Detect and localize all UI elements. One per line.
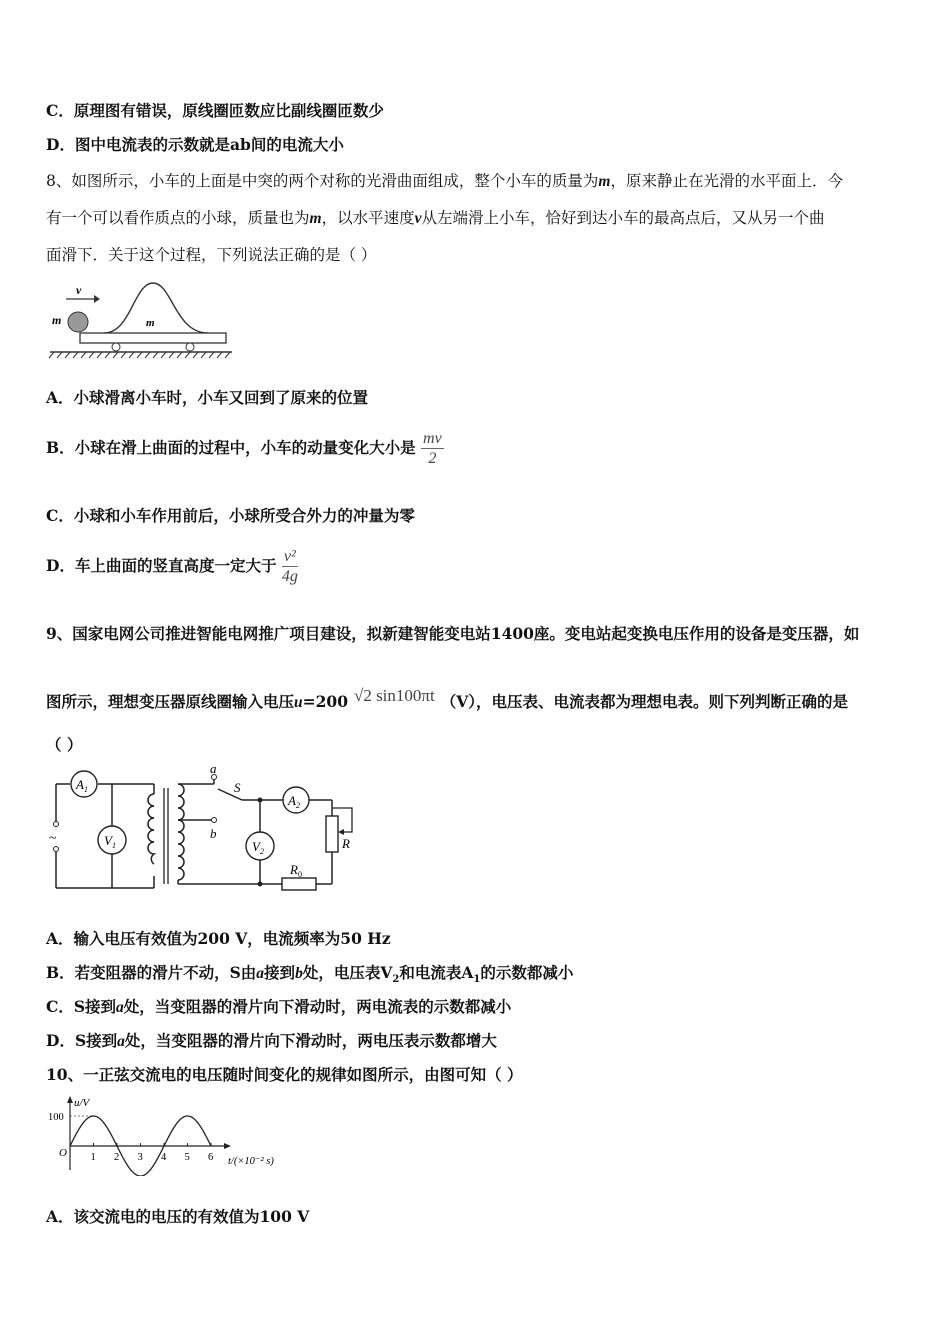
slider-arrow-icon bbox=[338, 829, 344, 835]
x-tick-label: 1 bbox=[90, 1152, 96, 1163]
ground-hatching bbox=[49, 352, 230, 358]
q7-option-d: D．图中电流表的示数就是ab间的电流大小 bbox=[46, 135, 344, 154]
fraction-denominator: 2 bbox=[428, 449, 437, 467]
fraction-denominator: 4g bbox=[281, 567, 298, 585]
q8-stem-text: 8、如图所示，小车的上面是中突的两个对称的光滑曲面组成，整个小车的质量为 bbox=[46, 172, 599, 190]
q9-option-c bbox=[46, 997, 511, 1018]
q9-option-b-text: B．若变阻器的滑片不动，S由 bbox=[46, 963, 257, 982]
q9-stem-line2 bbox=[46, 678, 848, 721]
q9-stem-text: =200 bbox=[302, 692, 348, 711]
arrow-head-icon bbox=[94, 295, 100, 303]
q9-option-b-text: 接到 bbox=[264, 963, 296, 982]
velocity-label: v bbox=[76, 283, 82, 297]
q9-stem-text: 图所示，理想变压器原线圈输入电压 bbox=[46, 692, 295, 711]
fraction bbox=[421, 430, 444, 469]
ac-terminal bbox=[54, 822, 59, 827]
terminal-b-ref: b bbox=[295, 965, 303, 982]
q8-stem-line2 bbox=[46, 208, 825, 229]
ac-terminal bbox=[54, 847, 59, 852]
q8-option-b-text: B．小球在滑上曲面的过程中，小车的动量变化大小是 bbox=[46, 438, 416, 457]
ac-source-icon: ~ bbox=[49, 831, 57, 846]
terminal-a-ref: a bbox=[256, 965, 265, 982]
cart-wheel bbox=[112, 343, 120, 351]
q9-option-b-text: 和电流表A bbox=[399, 963, 474, 982]
q9-stem-line3: （ ） bbox=[46, 735, 83, 754]
q8-stem-line1 bbox=[46, 171, 843, 192]
q9-option-d-text: D．S接到 bbox=[46, 1031, 118, 1050]
resistor-r0 bbox=[282, 878, 316, 890]
q8-option-d-text: D．车上曲面的竖直高度一定大于 bbox=[46, 556, 277, 575]
terminal-a-ref: a bbox=[116, 999, 124, 1016]
secondary-circuit-wires bbox=[178, 778, 332, 884]
ball bbox=[68, 312, 88, 332]
q8-mass-symbol: m bbox=[309, 210, 322, 227]
ball-mass-label: m bbox=[52, 313, 62, 327]
q8-option-a: A．小球滑离小车时，小车又回到了原来的位置 bbox=[46, 388, 369, 407]
q9-option-b-text: 的示数都减小 bbox=[480, 963, 574, 982]
subscript: 1 bbox=[473, 974, 481, 986]
q8-mass-symbol: m bbox=[598, 173, 611, 190]
q9-option-b bbox=[46, 963, 573, 990]
fraction-numerator: v² bbox=[282, 548, 298, 567]
q8-option-c: C．小球和小车作用前后，小球所受合外力的冲量为零 bbox=[46, 506, 415, 525]
q7-option-c: C．原理图有错误，原线圈匝数应比副线圈匝数少 bbox=[46, 101, 384, 120]
x-tick-label: 4 bbox=[161, 1152, 167, 1163]
terminal-b-label: b bbox=[210, 826, 217, 841]
q8-option-b bbox=[46, 424, 444, 472]
x-tick-label: 5 bbox=[184, 1152, 190, 1163]
cart-curve bbox=[104, 283, 208, 333]
q8-stem-text: ，以水平速度 bbox=[321, 209, 415, 227]
subscript: 2 bbox=[392, 974, 400, 986]
fraction bbox=[282, 548, 298, 587]
q8-velocity-symbol: v bbox=[414, 210, 422, 227]
y-axis-label: u/V bbox=[74, 1097, 90, 1109]
q10-option-a: A．该交流电的电压的有效值为100 V bbox=[46, 1207, 310, 1226]
q9-option-c-text: C．S接到 bbox=[46, 997, 117, 1016]
x-tick-label: 2 bbox=[114, 1152, 120, 1163]
cart-mass-label: m bbox=[146, 317, 155, 329]
x-axis-arrow-icon bbox=[224, 1143, 231, 1149]
y-axis-arrow-icon bbox=[67, 1096, 73, 1103]
primary-coil bbox=[148, 794, 154, 864]
q9-stem-text: （V），电压表、电流表都为理想电表。则下列判断正确的是 bbox=[440, 692, 848, 711]
origin-label: O bbox=[59, 1147, 67, 1159]
q9-stem-line1: 9、国家电网公司推进智能电网推广项目建设，拟新建智能变电站1400座。变电站起变换电压作用的设备是变压器，如 bbox=[46, 624, 860, 643]
terminal-a-label: a bbox=[210, 764, 217, 776]
q9-option-d bbox=[46, 1031, 497, 1052]
q8-stem-text: 有一个可以看作质点的小球，质量也为 bbox=[46, 209, 310, 227]
x-axis-label: t/(×10⁻² s) bbox=[228, 1156, 274, 1167]
q8-stem-text: ，原来静止在光滑的水平面上．今 bbox=[610, 172, 843, 190]
secondary-coil bbox=[178, 784, 184, 880]
q9-option-b-text: 处，电压表V bbox=[302, 963, 393, 982]
x-tick-label: 3 bbox=[137, 1152, 143, 1163]
rheostat-r bbox=[326, 816, 338, 852]
q9-voltage-formula: √2 sin100πt bbox=[353, 686, 435, 705]
q10-stem: 10、一正弦交流电的电压随时间变化的规律如图所示，由图可知（ ） bbox=[46, 1065, 523, 1084]
rheostat-label: R bbox=[342, 836, 350, 851]
cart-wheel bbox=[186, 343, 194, 351]
ammeter-a1-label: $A_1$ bbox=[76, 777, 88, 794]
junction-node bbox=[258, 882, 263, 887]
q8-stem-text: 从左端滑上小车，恰好到达小车的最高点后，又从另一个曲 bbox=[421, 209, 825, 227]
y-tick-label: 100 bbox=[48, 1112, 64, 1123]
voltmeter-v1-label: $V_1$ bbox=[104, 833, 116, 850]
voltmeter-v2-label: $V_2$ bbox=[252, 839, 264, 856]
q8-option-d bbox=[46, 542, 298, 590]
q9-transformer-circuit bbox=[46, 764, 366, 896]
q9-option-a: A．输入电压有效值为200 V，电流频率为50 Hz bbox=[46, 929, 391, 948]
resistor-r0-label: $R_0$ bbox=[290, 862, 302, 879]
q10-sine-chart bbox=[46, 1094, 296, 1176]
ammeter-a2-label: $A_2$ bbox=[288, 793, 300, 810]
junction-node bbox=[258, 798, 263, 803]
terminal-b bbox=[212, 818, 217, 823]
cart-body bbox=[80, 333, 226, 343]
q9-option-c-text: 处，当变阻器的滑片向下滑动时，两电流表的示数都减小 bbox=[123, 997, 512, 1016]
fraction-numerator: mv bbox=[423, 429, 442, 447]
terminal-a-ref: a bbox=[117, 1033, 125, 1050]
switch-s-label: S bbox=[234, 780, 241, 795]
q8-cart-figure bbox=[46, 278, 236, 363]
q9-voltage-symbol: u bbox=[294, 694, 303, 711]
q8-stem-line3: 面滑下．关于这个过程，下列说法正确的是（ ） bbox=[46, 246, 377, 264]
x-tick-label: 6 bbox=[208, 1152, 214, 1163]
q9-option-d-text: 处，当变阻器的滑片向下滑动时，两电压表示数都增大 bbox=[124, 1031, 497, 1050]
